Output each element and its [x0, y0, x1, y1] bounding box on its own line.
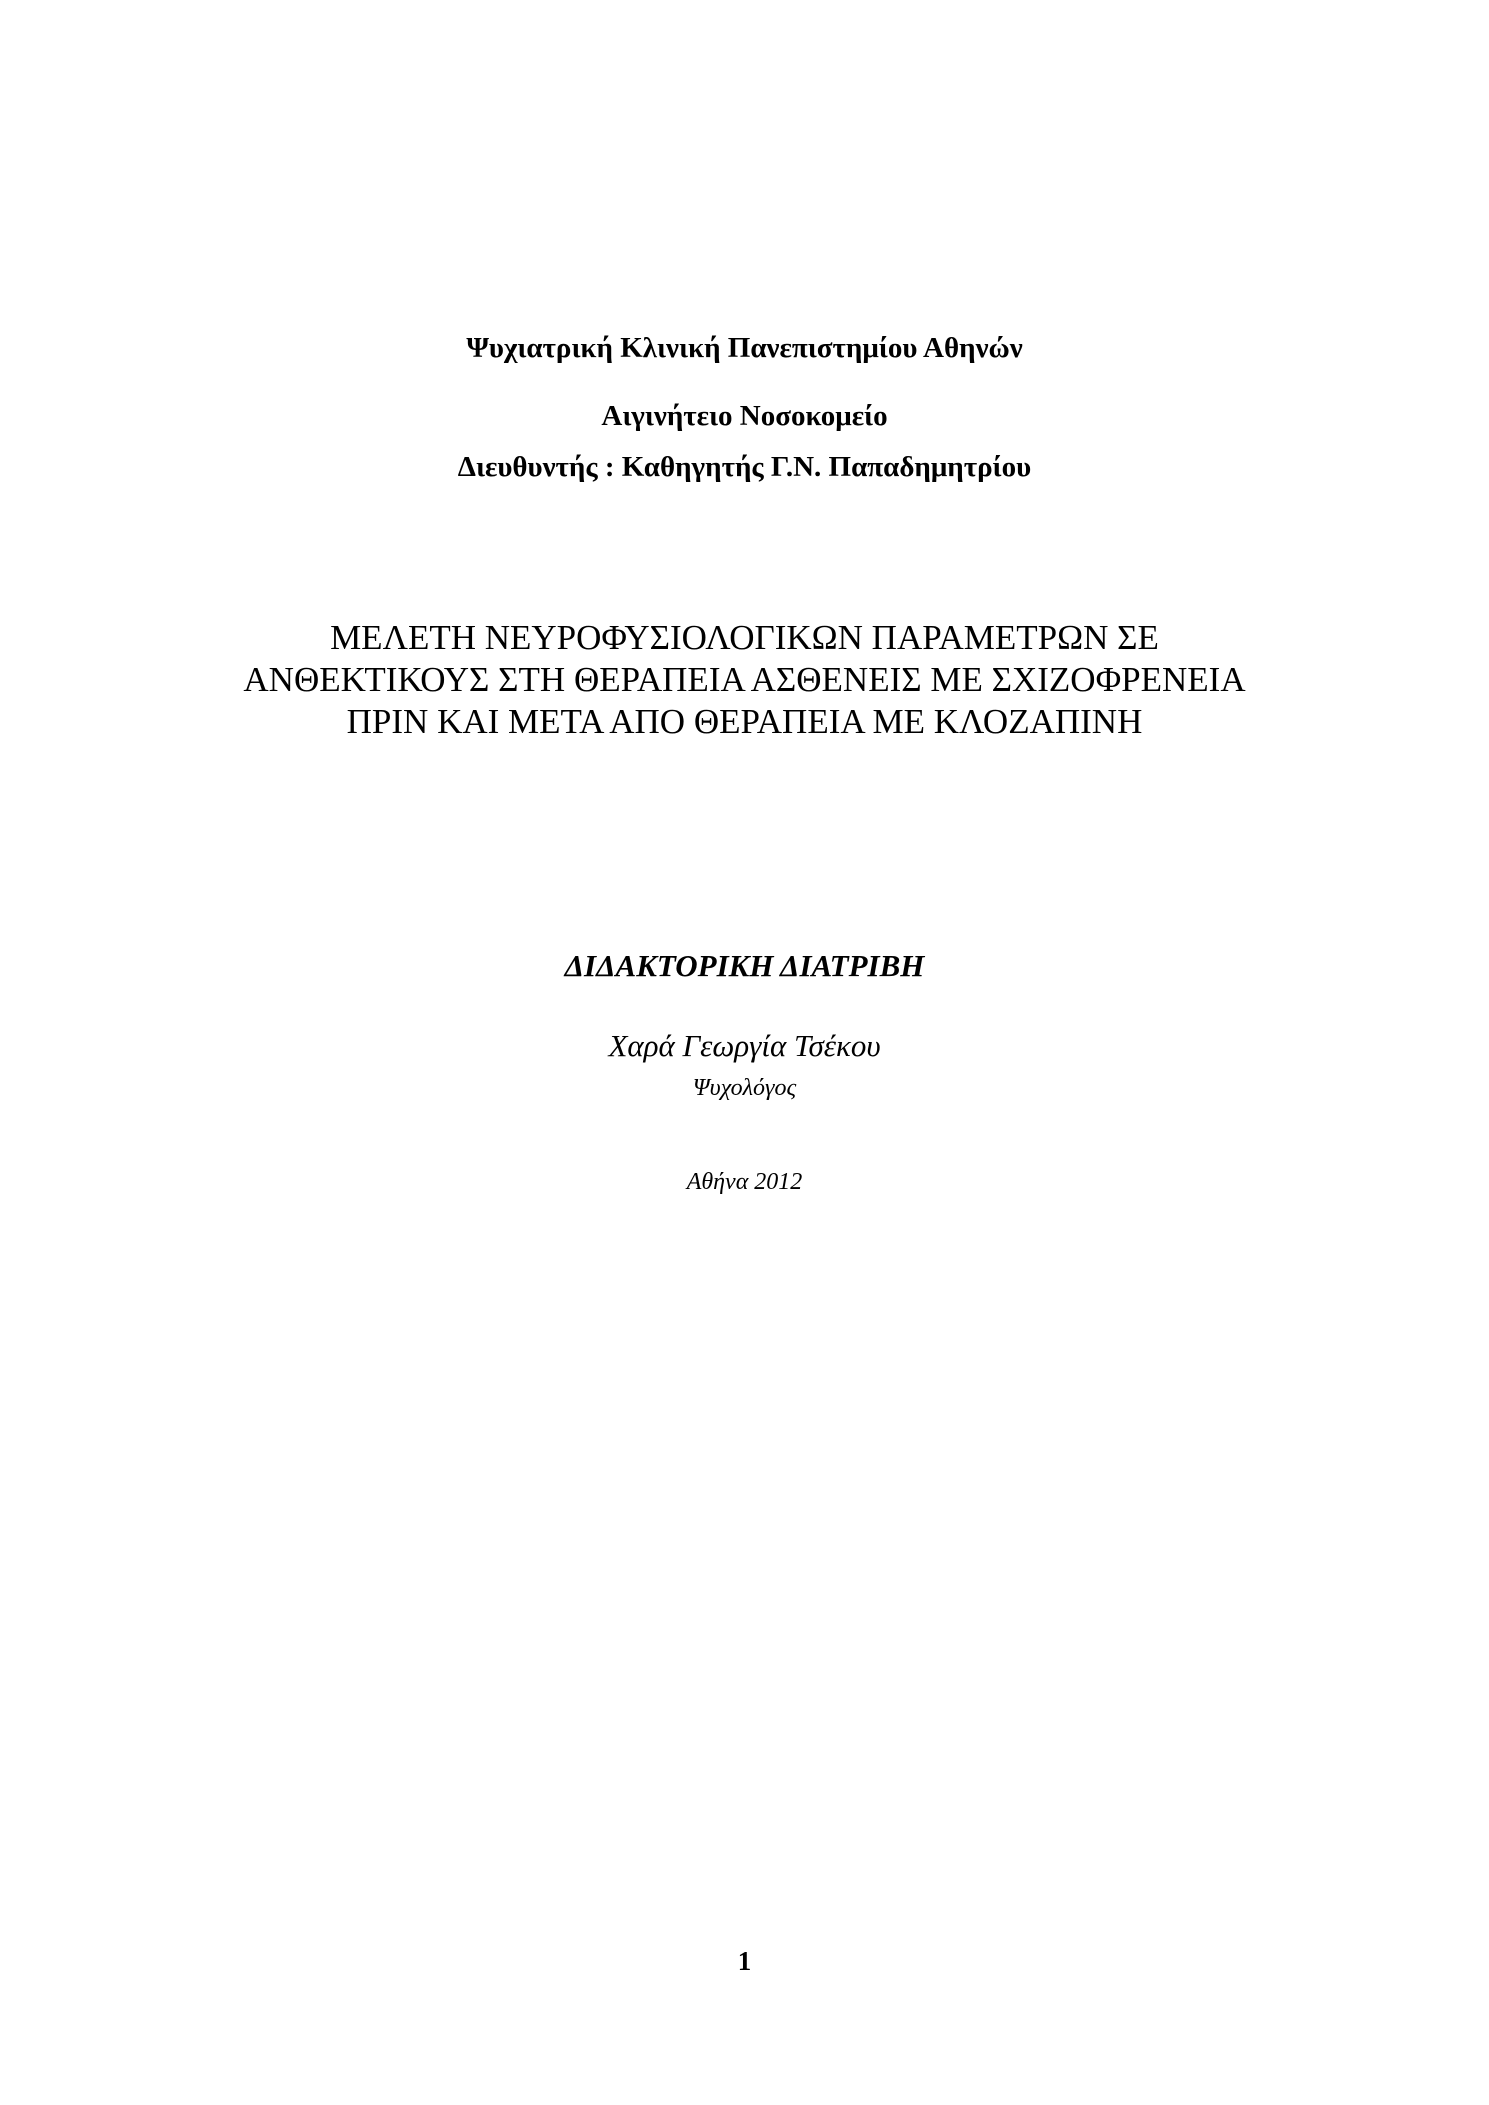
university-name: Ψυχιατρική Κλινική Πανεπιστημίου Αθηνών	[466, 332, 1023, 364]
hospital-name: Αιγινήτειο Νοσοκομείο	[601, 400, 888, 432]
author-name: Χαρά Γεωργία Τσέκου	[608, 1028, 881, 1063]
thesis-title	[0, 617, 1489, 743]
title-line-1: ΜΕΛΕΤΗ ΝΕΥΡΟΦΥΣΙΟΛΟΓΙΚΩΝ ΠΑΡΑΜΕΤΡΩΝ ΣΕ	[330, 618, 1159, 657]
title-line-2: ΑΝΘΕΚΤΙΚΟΥΣ ΣΤΗ ΘΕΡΑΠΕΙΑ ΑΣΘΕΝΕΙΣ ΜΕ ΣΧΙΖΟΦΡΕΝΕΙΑ	[243, 660, 1246, 699]
page-number: 1	[737, 1946, 752, 1976]
place-year: Αθήνα 2012	[686, 1169, 803, 1195]
author-role: Ψυχολόγος	[692, 1075, 797, 1101]
director-line: Διευθυντής : Καθηγητής Γ.Ν. Παπαδημητρίου	[457, 451, 1032, 483]
title-line-3: ΠΡΙΝ ΚΑΙ ΜΕΤΑ ΑΠΟ ΘΕΡΑΠΕΙΑ ΜΕ ΚΛΟΖΑΠΙΝΗ	[346, 702, 1143, 741]
thesis-type: ΔΙΔΑΚΤΟΡΙΚΗ ΔΙΑΤΡΙΒΗ	[564, 948, 925, 983]
